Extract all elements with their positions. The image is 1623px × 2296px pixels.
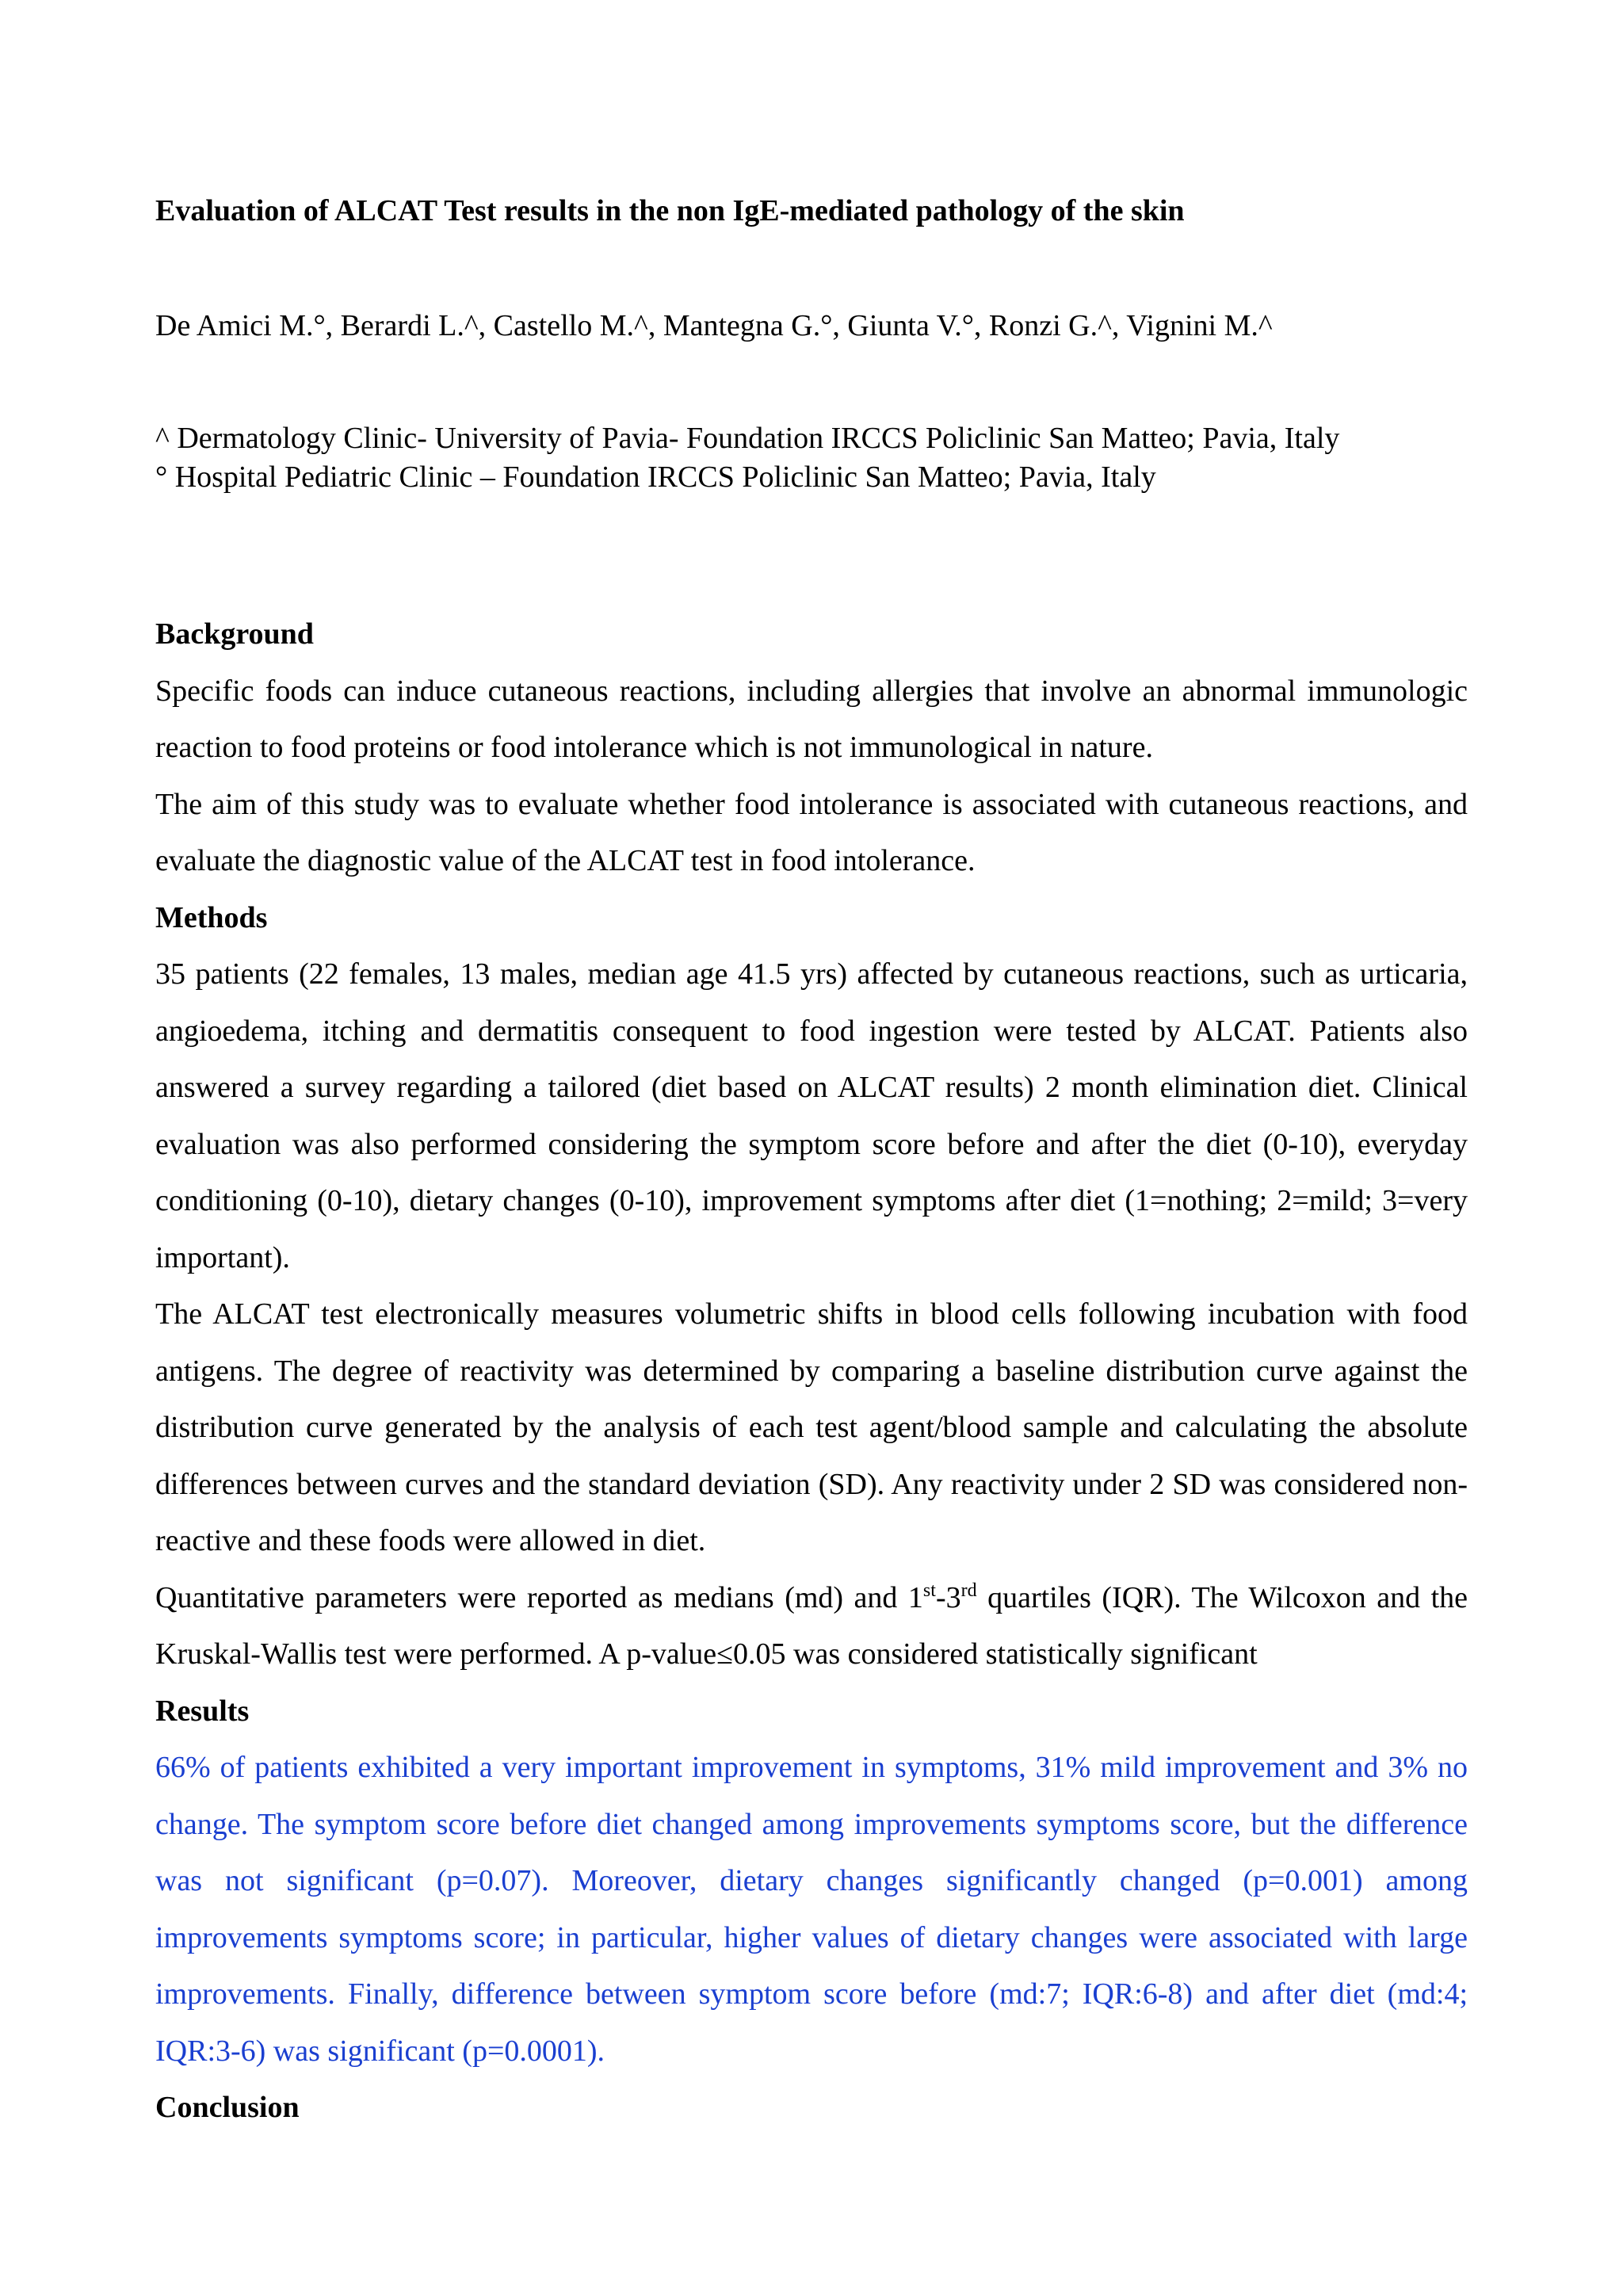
methods-paragraph-1: 35 patients (22 females, 13 males, median age 41.5 yrs) affected by cutaneous reactions, such as urticaria, angioedema, itching and dermatitis consequent to food ingestion were tested by ALCAT. Patients also answered a survey regarding a tailored (diet based on ALCAT results) 2 month elimination diet. Clinical evaluation was also performed considering the symptom score before and after the diet (0-10), everyday conditioning (0-10), dietary changes (0-10), improvement symptoms after diet (1=nothing; 2=mild; 3=very important). [155,957,1468,1274]
results-heading: Results [155,1694,250,1728]
affiliation-pediatric: ° Hospital Pediatric Clinic – Foundation IRCCS Policlinic San Matteo; Pavia, Italy [155,460,1156,494]
methods-paragraph-2: The ALCAT test electronically measures volumetric shifts in blood cells following incubation with food antigens. The degree of reactivity was determined by comparing a baseline distribution curve against the distribution curve generated by the analysis of each test agent/blood sample and calculating the absolute differences between curves and the standard deviation (SD). Any reactivity under 2 SD was considered non-reactive and these foods were allowed in diet. [155,1297,1468,1557]
results-paragraph: 66% of patients exhibited a very important improvement in symptoms, 31% mild improvement and 3% no change. The symptom score before diet changed among improvements symptoms score, but the difference was not significant (p=0.07). Moreover, dietary changes significantly changed (p=0.001) among improvements symptoms score; in particular, higher values of dietary changes were associated with large improvements. Finally, difference between symptom score before (md:7; IQR:6-8) and after diet (md:4; IQR:3-6) was significant (p=0.0001). [155,1751,1468,2068]
methods-heading: Methods [155,900,268,934]
methods-p3-superscript-rd: rd [960,1580,977,1601]
background-heading: Background [155,617,314,651]
methods-p3-text-c: quartiles (IQR). The Wilcoxon and the Kruskal-Wallis test were performed. A p-value≤0.05 was considered statistically significant [155,1580,1468,1671]
methods-p3-text-a: Quantitative parameters were reported as medians (md) and 1 [155,1580,923,1614]
methods-p3-text-b: -3 [935,1580,961,1614]
background-paragraph-2: The aim of this study was to evaluate whether food intolerance is associated with cutaneous reactions, and evaluate the diagnostic value of the ALCAT test in food intolerance. [155,787,1468,877]
paper-title: Evaluation of ALCAT Test results in the non IgE-mediated pathology of the skin [155,194,1185,227]
affiliation-dermatology: ^ Dermatology Clinic- University of Pavia- Foundation IRCCS Policlinic San Matteo; Pavia, Italy [155,422,1340,455]
methods-p3-superscript-st: st [922,1580,936,1601]
methods-paragraph-3 [155,1570,1468,1683]
conclusion-heading: Conclusion [155,2091,300,2124]
abstract-body [155,606,1468,2137]
author-list: De Amici M.°, Berardi L.^, Castello M.^, Mantegna G.°, Giunta V.°, Ronzi G.^, Vignini M.^ [155,309,1273,342]
background-paragraph-1: Specific foods can induce cutaneous reactions, including allergies that involve an abnormal immunologic reaction to food proteins or food intolerance which is not immunological in nature. [155,674,1468,764]
